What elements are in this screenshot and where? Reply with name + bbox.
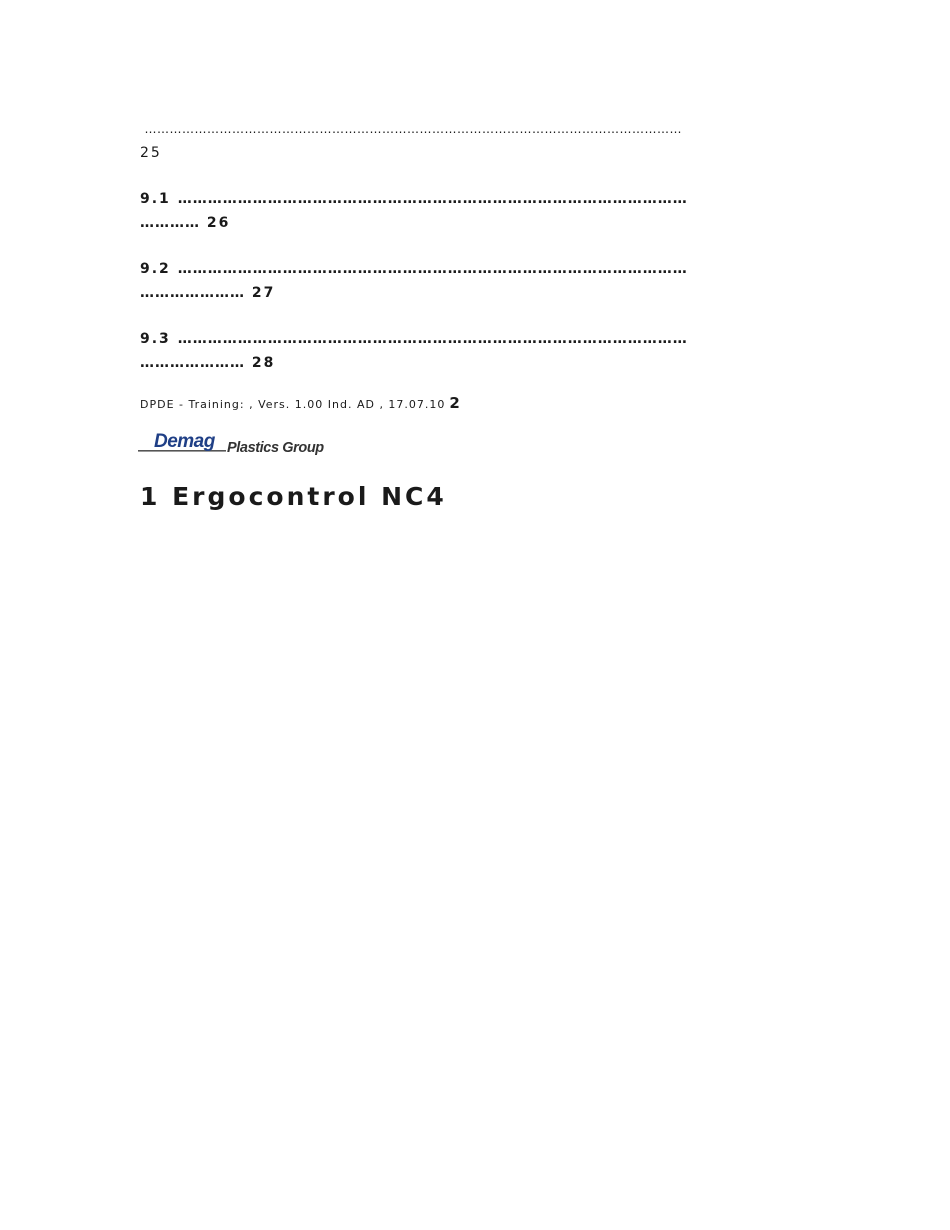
toc-entry: [140, 117, 810, 165]
section-heading: 1 Ergocontrol NC4: [140, 482, 447, 511]
demag-logo: [138, 425, 348, 459]
toc-entry-9-2: [140, 257, 810, 305]
toc-dots: …………………………………………………………………………………………: [177, 191, 688, 207]
toc-dots: …………………………………………………………………………………………: [177, 331, 688, 347]
toc-dots: …………………: [140, 355, 245, 371]
toc-line-second: [140, 351, 810, 375]
footer-page-number: 2: [449, 394, 460, 412]
toc-dots: …………………………………………………………………………………………: [177, 261, 688, 277]
toc-dots: …………: [140, 215, 200, 231]
toc-page-number: 28: [251, 355, 276, 371]
toc-number: 9.2: [140, 261, 171, 277]
toc-leader-line: [140, 117, 810, 141]
page-footer: [140, 394, 460, 412]
toc-line-first: [140, 257, 810, 281]
toc-line-second: [140, 281, 810, 305]
toc-line-second: [140, 211, 810, 235]
toc-number: 9.3: [140, 331, 171, 347]
toc-entry-9-3: [140, 327, 810, 375]
toc-number: 9.1: [140, 191, 171, 207]
toc-page-number: 25: [140, 145, 162, 161]
logo-brand: Demag: [154, 431, 215, 452]
toc-dots: …………………: [140, 285, 245, 301]
logo-tagline: Plastics Group: [227, 440, 324, 456]
toc-dots: …………………………………………………………………………………………………………………: [144, 122, 682, 136]
footer-text: DPDE - Training: , Vers. 1.00 Ind. AD , 17.07.10: [140, 398, 446, 411]
toc-page-number: 26: [206, 215, 231, 231]
toc-entry-9-1: [140, 187, 810, 235]
toc-page-number: 27: [251, 285, 276, 301]
toc-line-first: [140, 187, 810, 211]
toc-line-first: [140, 327, 810, 351]
